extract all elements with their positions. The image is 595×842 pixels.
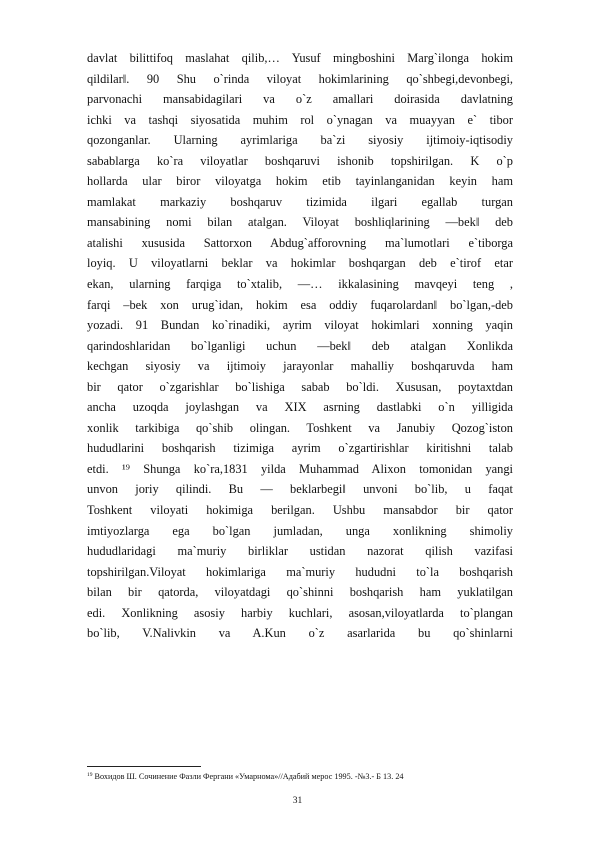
text-line: hollarda ular biror viloyatga hokim etib tayinlanganidan keyin ham bbox=[87, 174, 513, 189]
footnote-divider bbox=[87, 766, 201, 767]
page-number: 31 bbox=[292, 796, 303, 806]
footnote bbox=[87, 770, 513, 782]
text-line: topshirilgan.Viloyat hokimlariga ma`muriy hududni to`la boshqarish bbox=[87, 564, 513, 579]
text-line: farqi –bek xon urug`idan, hokim esa oddiy fuqarolardan‖ bo`lgan,-deb bbox=[87, 297, 513, 312]
text-line: bir qator o`zgarishlar bo`lishiga sabab bo`ldi. Xususan, poytaxtdan bbox=[87, 379, 513, 394]
footnote-mark: 19 bbox=[87, 772, 93, 778]
text-line: yozadi. 91 Bundan ko`rinadiki, ayrim viloyat hokimlari xonning yaqin bbox=[87, 318, 513, 333]
text-line: unvon joriy qilindi. Bu — beklarbegi‖ unvoni bo`lib, u faqat bbox=[87, 482, 513, 497]
text-line: Toshkent viloyati hokimiga berilgan. Ushbu mansabdor bir qator bbox=[87, 503, 513, 518]
body-text bbox=[87, 48, 513, 644]
text-line: hududlaridagi ma`muriy birliklar ustidan nazorat qilish vazifasi bbox=[87, 544, 513, 559]
text-line: ancha uzoqda joylashgan va XIX asrning dastlabki o`n yilligida bbox=[87, 400, 513, 415]
text-line: etdi. ¹⁹ Shunga ko`ra,1831 yilda Muhammad Alixon tomonidan yangi bbox=[87, 461, 513, 476]
text-line: ichki va tashqi siyosatida muhim rol o`ynagan va muayyan e` tibor bbox=[87, 112, 513, 127]
text-line: loyiq. U viloyatlarni beklar va hokimlar boshqargan deb e`tirof etar bbox=[87, 256, 513, 271]
text-line: imtiyozlarga ega bo`lgan jumladan, unga xonlikning shimoliy bbox=[87, 523, 513, 538]
text-line: parvonachi mansabidagilari va o`z amallari doirasida davlatning bbox=[87, 92, 513, 107]
text-line: kechgan siyosiy va ijtimoiy jarayonlar mahalliy boshqaruvda ham bbox=[87, 359, 513, 374]
text-line: xonlik tarkibiga qo`shib olingan. Toshkent va Janubiy Qozog`iston bbox=[87, 420, 513, 435]
text-line: davlat bilittifoq maslahat qilib,… Yusuf mingboshini Marg`ilonga hokim bbox=[87, 51, 513, 65]
text-line: sabablarga ko`ra viloyatlar boshqaruvi ishonib topshirilgan. K o`p bbox=[87, 153, 513, 168]
text-line: qarindoshlaridan bo`lganligi uchun ―bek‖ deb atalgan Xonlikda bbox=[87, 338, 513, 353]
text-line: edi. Xonlikning asosiy harbiy kuchlari, asosan,viloyatlarda to`plangan bbox=[87, 605, 513, 620]
text-line: ekan, ularning farqiga to`xtalib, ―… ikkalasining mavqeyi teng , bbox=[87, 277, 513, 292]
footnote-text: Вохидов Ш. Сочинение Фазли Фергани «Умарнома»//Адабий мерос 1995. -№3.- Б 13. 24 bbox=[94, 772, 404, 781]
text-line: bo`lib, V.Nalivkin va A.Kun o`z asarlarida bu qo`shinlarni bbox=[87, 626, 513, 641]
text-line: qildilar‖. 90 Shu o`rinda viloyat hokimlarining qo`shbegi,devonbegi, bbox=[87, 71, 513, 86]
text-line: mansabining nomi bilan atalgan. Viloyat boshliqlarining ―bek‖ deb bbox=[87, 215, 513, 230]
text-line: hududlarini boshqarish tizimiga ayrim o`zgartirishlar kiritishni talab bbox=[87, 441, 513, 456]
text-line: mamlakat markaziy boshqaruv tizimida ilgari egallab turgan bbox=[87, 194, 513, 209]
text-line: bilan bir qatorda, viloyatdagi qo`shinni boshqarish ham yuklatilgan bbox=[87, 585, 513, 600]
text-line: qozonganlar. Ularning ayrimlariga ba`zi siyosiy ijtimoiy-iqtisodiy bbox=[87, 133, 513, 148]
text-line: atalishi xususida Sattorxon Abdug`afforovning ma`lumotlari e`tiborga bbox=[87, 235, 513, 250]
